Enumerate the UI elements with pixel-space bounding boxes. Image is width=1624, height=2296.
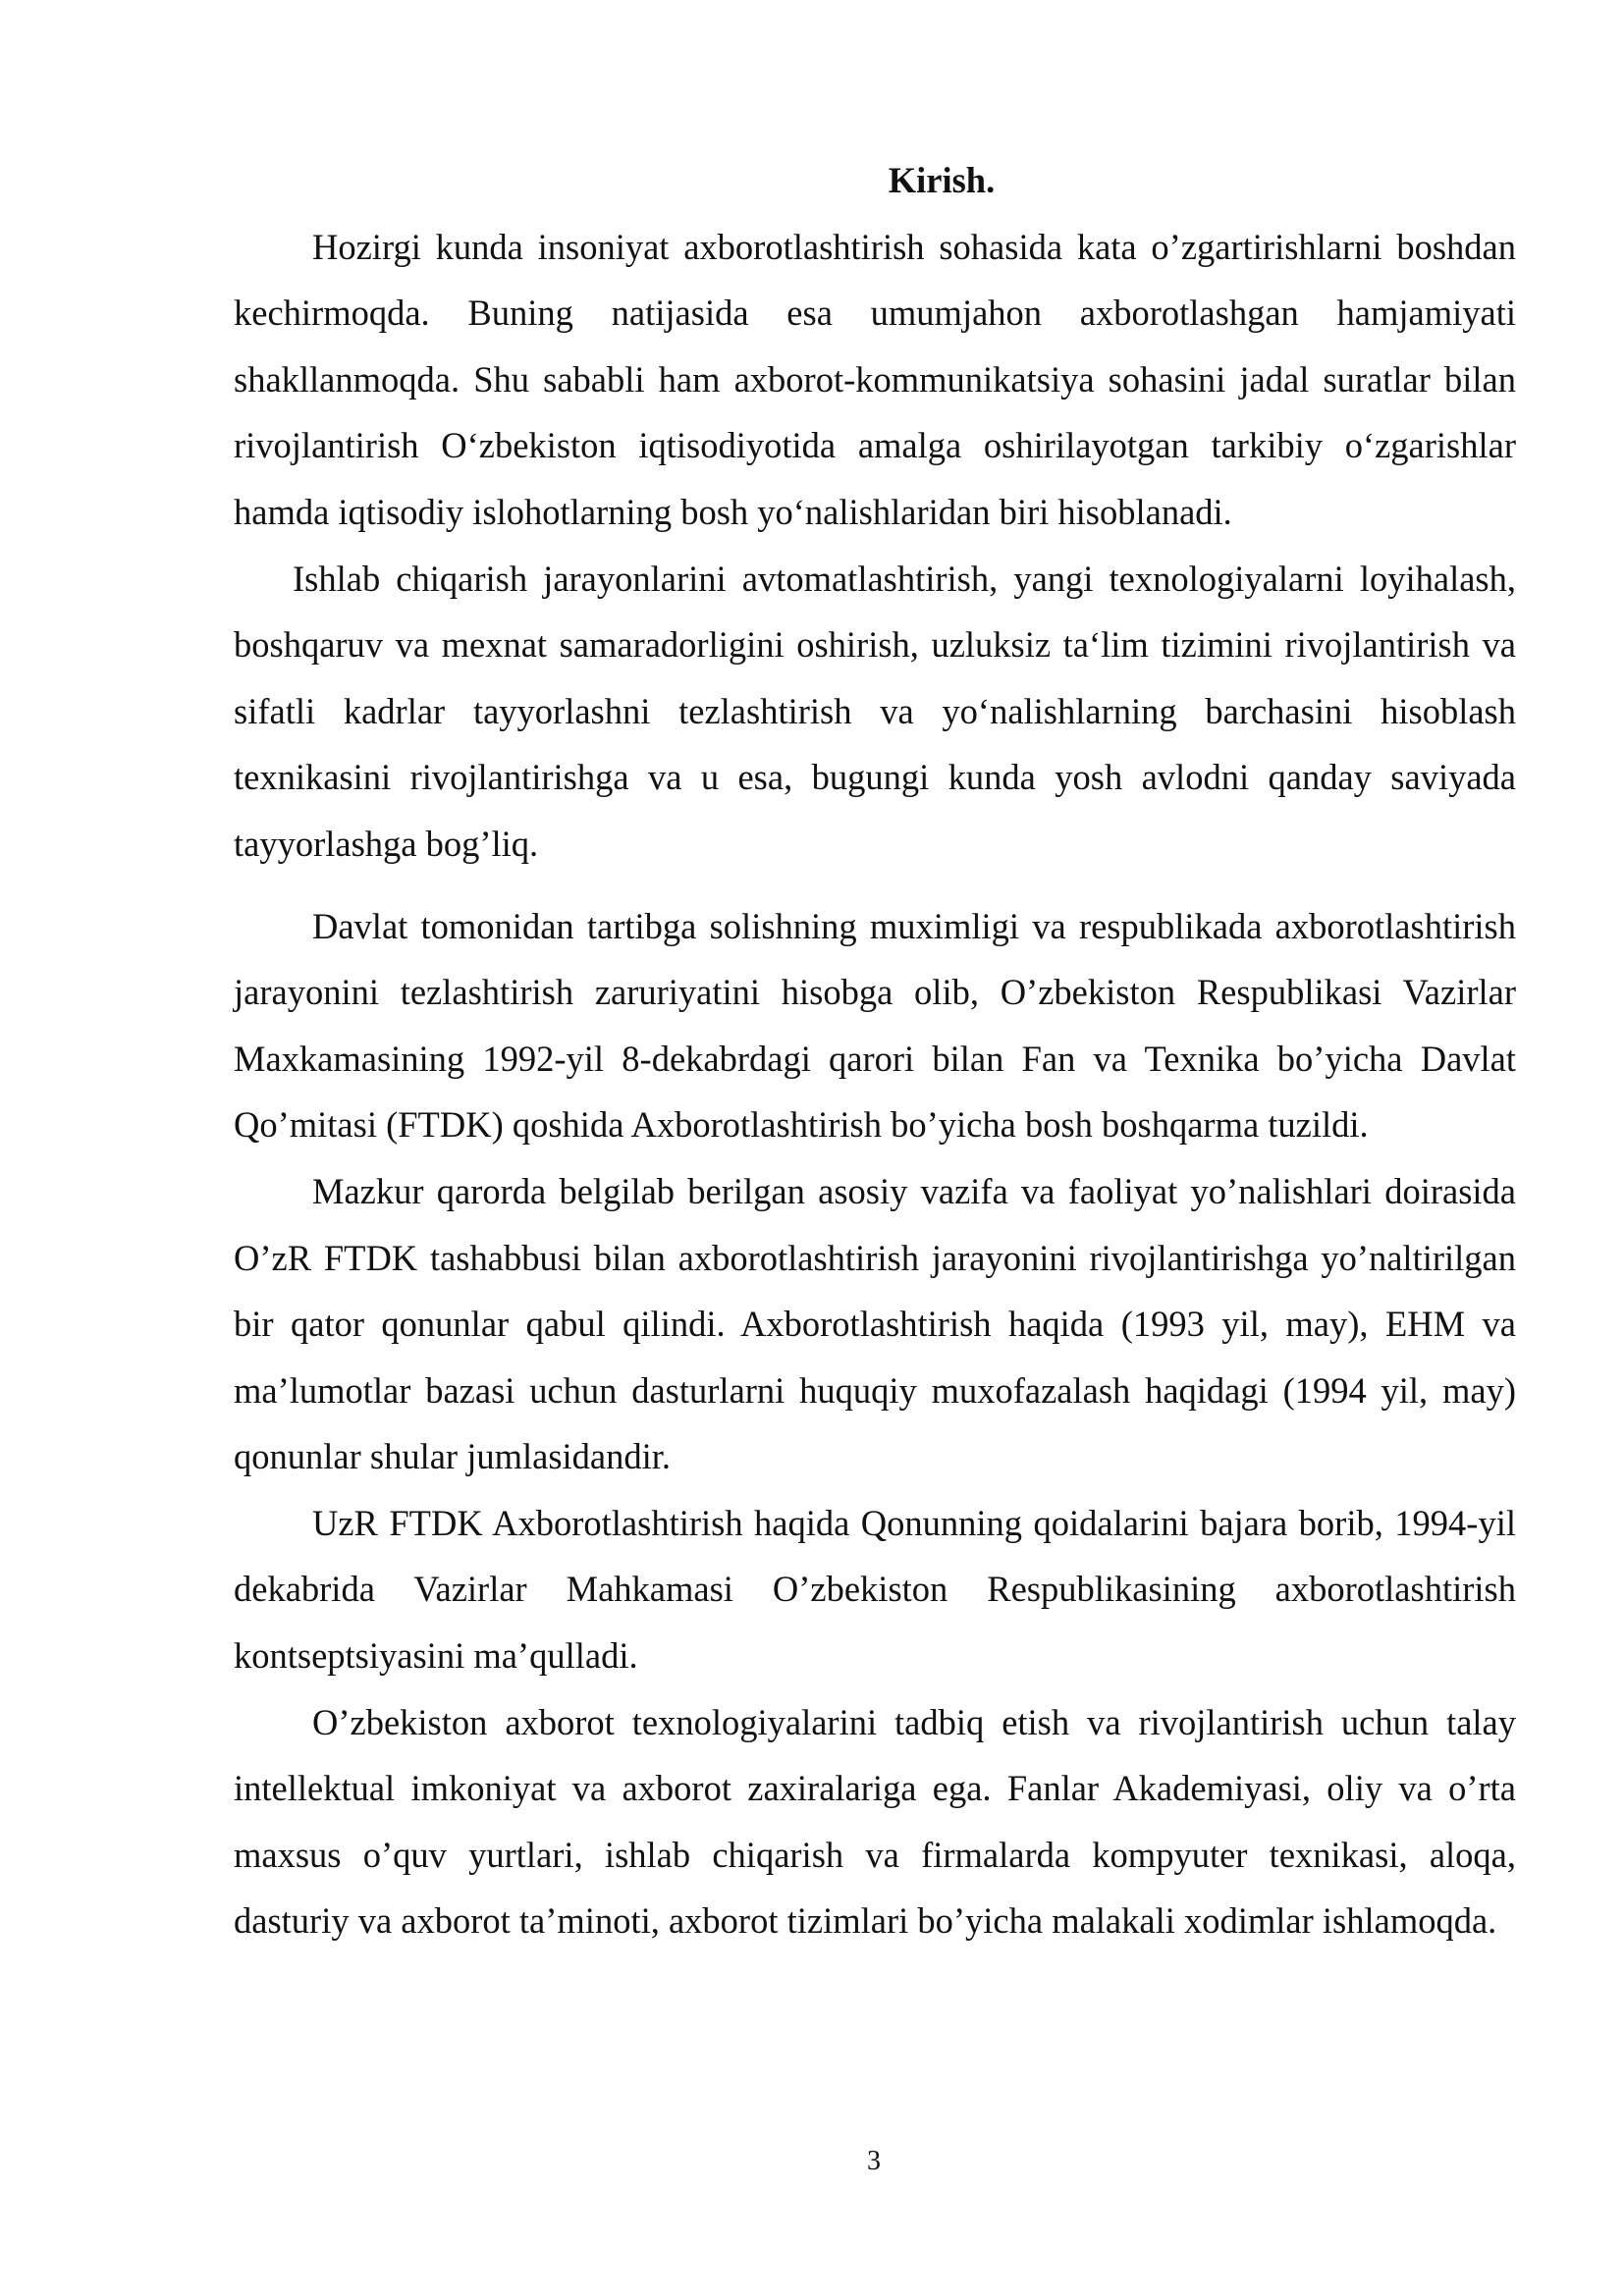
page-content (234, 147, 1516, 1954)
page-title: Kirish. (888, 160, 996, 200)
paragraph-1: Hozirgi kunda insoniyat axborotlashtirish sohasida kata o’zgartirishlarni boshdan kechirmoqda. Buning natijasida esa umumjahon axborotlashgan hamjamiyati shakllanmoqda. Shu sababli ham axborot-kommunikatsiya sohasini jadal suratlar bilan rivojlantirish O‘zbekiston iqtisodiyotida amalga oshirilayotgan tarkibiy o‘zgarishlar hamda iqtisodiy islohotlarning bosh yo‘nalishlaridan biri hisoblanadi. (234, 226, 1516, 532)
paragraph-6: O’zbekiston axborot texnologiyalarini tadbiq etish va rivojlantirish uchun talay intellektual imkoniyat va axborot zaxiralariga ega. Fanlar Akademiyasi, oliy va o’rta maxsus o’quv yurtlari, ishlab chiqarish va firmalarda kompyuter texnikasi, aloqa, dasturiy va axborot ta’minoti, axborot tizimlari bo’yicha malakali xodimlar ishlamoqda. (234, 1701, 1516, 1942)
paragraph-2: Ishlab chiqarish jarayonlarini avtomatlashtirish, yangi texnologiyalarni loyihalash, boshqaruv va mexnat samaradorligini oshirish, uzluksiz ta‘lim tizimini rivojlantirish va sifatli kadrlar tayyorlashni tezlashtirish va yo‘nalishlarning barchasini hisoblash texnikasini rivojlantirishga va u esa, bugungi kunda yosh avlodni qanday saviyada tayyorlashga bog’liq. (234, 558, 1516, 864)
page-number: 3 (867, 2146, 881, 2176)
paragraph-3: Davlat tomonidan tartibga solishning muximligi va respublikada axborotlashtirish jarayonini tezlashtirish zaruriyatini hisobga olib, O’zbekiston Respublikasi Vazirlar Maxkamasining 1992-yil 8-dekabrdagi qarori bilan Fan va Texnika bo’yicha Davlat Qo’mitasi (FTDK) qoshida Axborotlashtirish bo’yicha bosh boshqarma tuzildi. (234, 905, 1516, 1146)
paragraph-4: Mazkur qarorda belgilab berilgan asosiy vazifa va faoliyat yo’nalishlari doirasida O’zR FTDK tashabbusi bilan axborotlashtirish jarayonini rivojlantirishga yo’naltirilgan bir qator qonunlar qabul qilindi. Axborotlashtirish haqida (1993 yil, may), EHM va ma’lumotlar bazasi uchun dasturlarni huquqiy muxofazalash haqidagi (1994 yil, may) qonunlar shular jumlasidandir. (234, 1170, 1516, 1477)
paragraph-5: UzR FTDK Axborotlashtirish haqida Qonunning qoidalarini bajara borib, 1994-yil dekabrida Vazirlar Mahkamasi O’zbekiston Respublikasining axborotlashtirish kontseptsiyasini ma’qulladi. (234, 1502, 1516, 1677)
